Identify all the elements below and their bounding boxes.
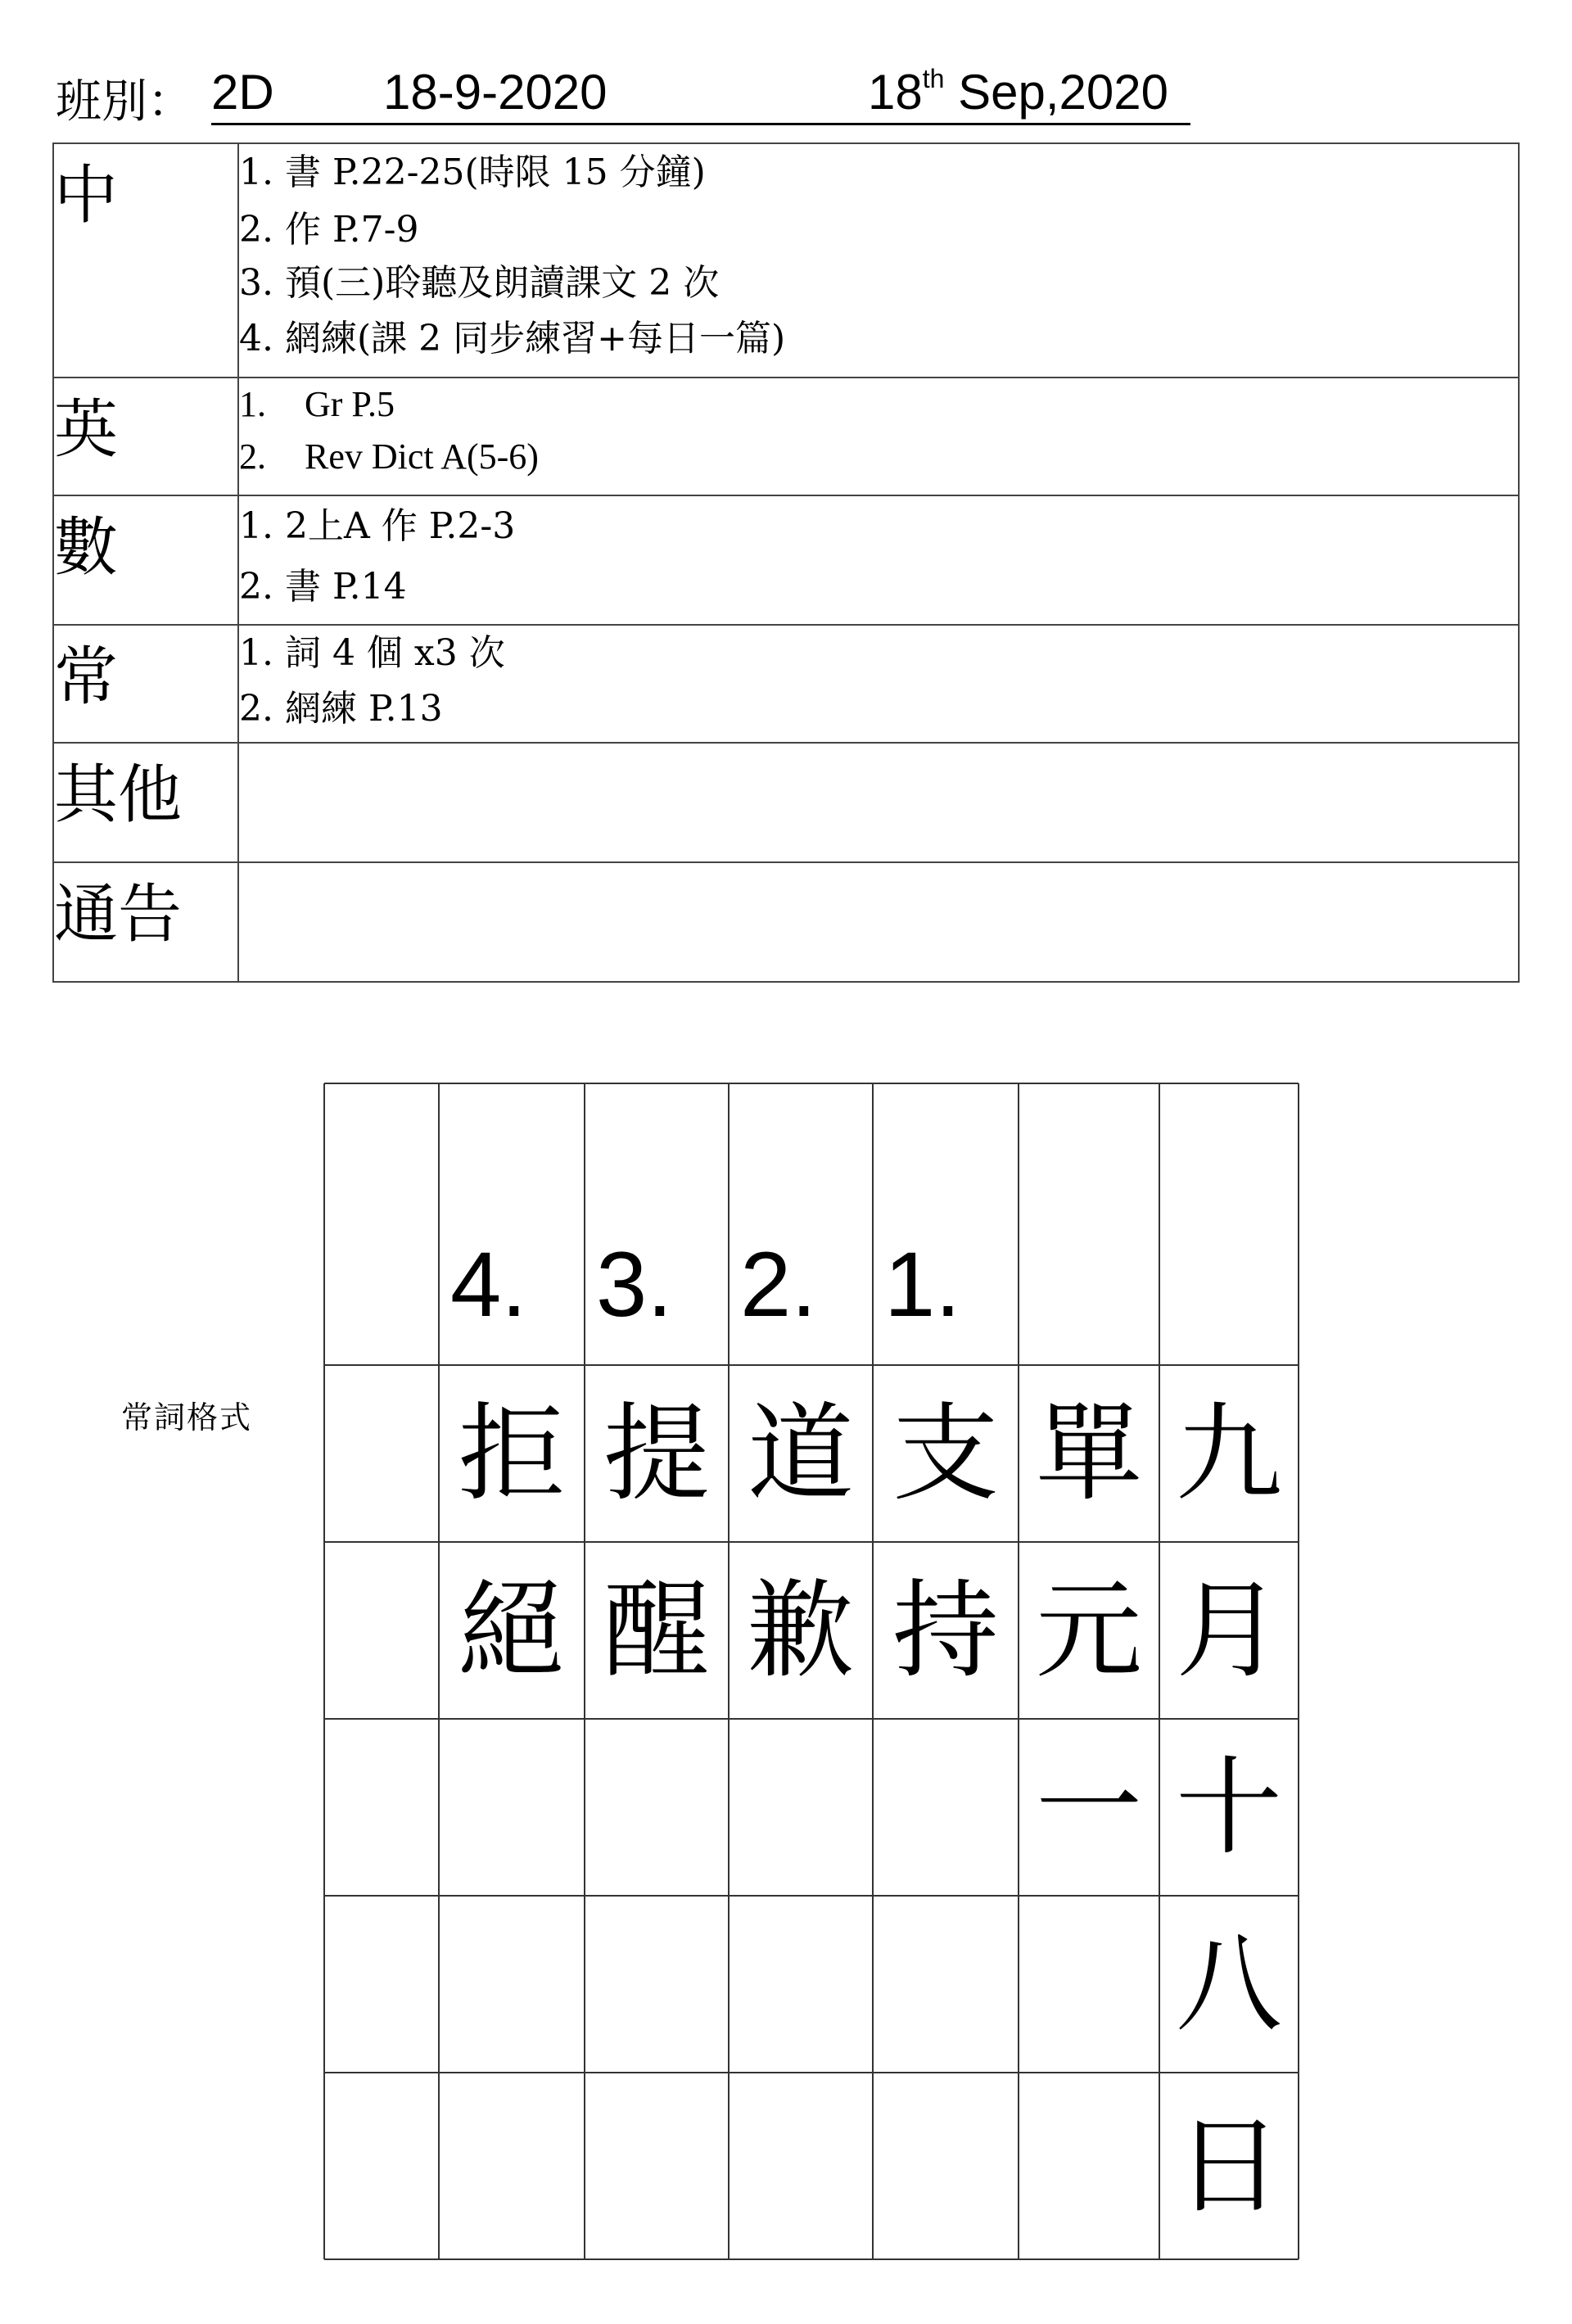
unit-char: 一 bbox=[1035, 1745, 1142, 1870]
grid-line-horizontal bbox=[324, 1895, 1299, 1897]
table-row bbox=[53, 743, 1519, 862]
subject-others: 其他 bbox=[53, 743, 238, 862]
date-day: 18 bbox=[868, 65, 923, 120]
date-char: 日 bbox=[1175, 2104, 1282, 2228]
items-general bbox=[238, 625, 1519, 743]
date-char: 月 bbox=[1175, 1568, 1282, 1693]
date-rest: Sep,2020 bbox=[944, 65, 1169, 120]
list-item: 2. 書 P.14 bbox=[239, 566, 407, 608]
date-text bbox=[868, 64, 1168, 120]
vocab-grid bbox=[324, 1083, 1299, 2259]
items-english bbox=[238, 378, 1519, 495]
list-item bbox=[239, 431, 1518, 483]
list-item: 1. 2上A 作 P.2-3 bbox=[239, 505, 516, 547]
items-math bbox=[238, 495, 1519, 625]
item-number-2: 2. bbox=[740, 1233, 817, 1336]
subject-math: 數 bbox=[53, 495, 238, 625]
header-underline bbox=[211, 123, 1190, 125]
date-numeric: 18-9-2020 bbox=[383, 65, 608, 120]
format-label: 常詞格式 bbox=[121, 1399, 253, 1436]
item-text: Rev Dict A(5-6) bbox=[305, 436, 539, 477]
date-char: 十 bbox=[1175, 1745, 1282, 1870]
subject-general: 常 bbox=[53, 625, 238, 743]
item-number-4: 4. bbox=[450, 1233, 527, 1336]
grid-line-horizontal bbox=[324, 1083, 1299, 1084]
grid-line-horizontal bbox=[324, 1364, 1299, 1366]
items-others bbox=[238, 743, 1519, 862]
vocab-char: 道 bbox=[747, 1391, 854, 1516]
list-item: 1. 詞 4 個 x3 次 bbox=[239, 632, 505, 674]
homework-table bbox=[52, 142, 1520, 983]
list-item: 1. 書 P.22-25(時限 15 分鐘) bbox=[239, 151, 706, 193]
vocab-char: 提 bbox=[603, 1391, 710, 1516]
vocab-char: 醒 bbox=[603, 1568, 710, 1693]
vocab-char: 拒 bbox=[458, 1391, 565, 1516]
grid-line-horizontal bbox=[324, 2072, 1299, 2073]
grid-line-horizontal bbox=[324, 1718, 1299, 1720]
items-chinese bbox=[238, 143, 1519, 378]
item-number: 2. bbox=[239, 436, 266, 477]
vocab-char: 支 bbox=[892, 1391, 999, 1516]
date-char: 八 bbox=[1175, 1922, 1282, 2046]
list-item: 4. 網練(課 2 同步練習+每日一篇) bbox=[239, 318, 786, 359]
vocab-char: 歉 bbox=[747, 1568, 854, 1693]
date-suffix: th bbox=[922, 64, 945, 93]
subject-notices: 通告 bbox=[53, 862, 238, 982]
list-item: 2. 作 P.7-9 bbox=[239, 209, 419, 251]
item-number-3: 3. bbox=[596, 1233, 673, 1336]
grid-line-vertical bbox=[323, 1083, 325, 2259]
class-label: 班別： bbox=[56, 75, 193, 129]
grid-line-horizontal bbox=[324, 2258, 1299, 2260]
grid-line-horizontal bbox=[324, 1541, 1299, 1543]
vocab-char: 絕 bbox=[458, 1568, 565, 1693]
list-item bbox=[239, 378, 1518, 431]
table-row bbox=[53, 625, 1519, 743]
item-number-1: 1. bbox=[884, 1233, 961, 1336]
subject-english: 英 bbox=[53, 378, 238, 495]
list-item: 2. 網練 P.13 bbox=[239, 688, 443, 730]
table-row bbox=[53, 495, 1519, 625]
unit-char: 單 bbox=[1035, 1391, 1142, 1516]
date-char: 九 bbox=[1175, 1391, 1282, 1516]
class-value: 2D bbox=[211, 65, 274, 120]
item-number: 1. bbox=[239, 384, 266, 424]
table-row bbox=[53, 143, 1519, 378]
table-row bbox=[53, 378, 1519, 495]
items-notices bbox=[238, 862, 1519, 982]
item-text: Gr P.5 bbox=[305, 384, 395, 424]
unit-char: 元 bbox=[1035, 1568, 1142, 1693]
table-row bbox=[53, 862, 1519, 982]
vocab-char: 持 bbox=[892, 1568, 999, 1693]
list-item: 3. 預(三)聆聽及朗讀課文 2 次 bbox=[239, 262, 720, 304]
subject-chinese: 中 bbox=[53, 143, 238, 378]
